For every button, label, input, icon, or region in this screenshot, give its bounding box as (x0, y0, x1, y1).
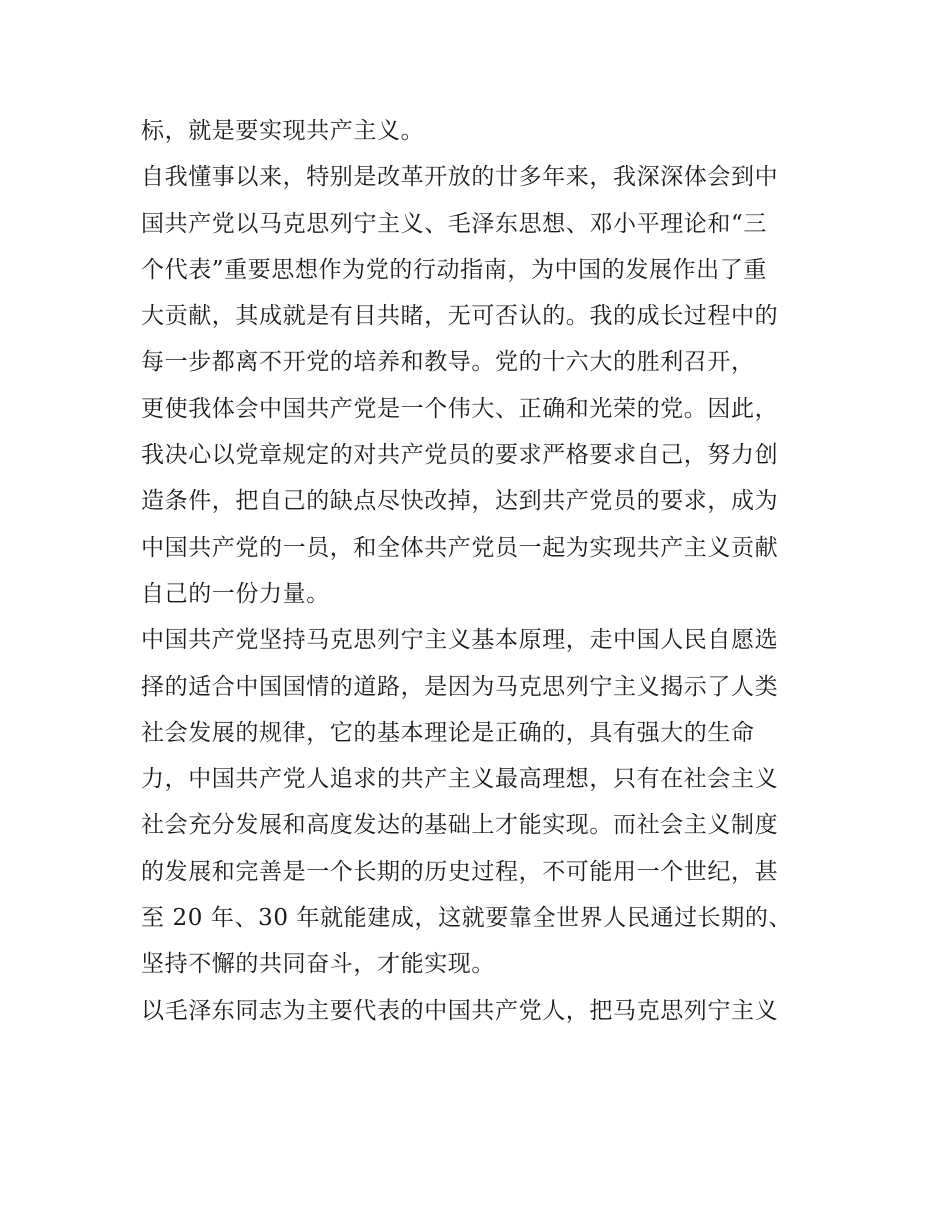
text-line: 造条件，把自己的缺点尽快改掉，达到共产党员的要求，成为 (141, 488, 779, 515)
text-line: 中国共产党坚持马克思列宁主义基本原理，走中国人民自愿选 (141, 627, 779, 654)
text-line: 自己的一份力量。 (141, 580, 330, 607)
text-line: 社会充分发展和高度发达的基础上才能实现。而社会主义制度 (141, 812, 779, 839)
text-line: 更使我体会中国共产党是一个伟大、正确和光荣的党。因此， (141, 395, 779, 422)
text-line: 标，就是要实现共产主义。 (141, 118, 425, 144)
text-line: 至 20 年、30 年就能建成，这就要靠全世界人民通过长期的、 (141, 905, 793, 932)
text-line: 中国共产党的一员，和全体共产党员一起为实现共产主义贡献 (141, 534, 779, 561)
text-line: 以毛泽东同志为主要代表的中国共产党人，把马克思列宁主义 (141, 997, 779, 1024)
text-line: 社会发展的规律，它的基本理论是正确的，具有强大的生命 (141, 719, 755, 746)
text-line: 大贡献，其成就是有目共睹，无可否认的。我的成长过程中的 (141, 303, 779, 330)
text-line: 个代表”重要思想作为党的行动指南，为中国的发展作出了重 (141, 256, 767, 283)
text-line: 的发展和完善是一个长期的历史过程，不可能用一个世纪，甚 (141, 858, 779, 885)
text-line: 每一步都离不开党的培养和教导。党的十六大的胜利召开， (141, 349, 755, 376)
document-body (141, 108, 821, 1034)
text-line: 自我懂事以来，特别是改革开放的廿多年来，我深深体会到中 (141, 164, 779, 191)
text-line: 择的适合中国国情的道路，是因为马克思列宁主义揭示了人类 (141, 673, 779, 700)
text-line: 国共产党以马克思列宁主义、毛泽东思想、邓小平理论和“三 (141, 210, 767, 237)
text-line: 我决心以党章规定的对共产党员的要求严格要求自己，努力创 (141, 442, 779, 469)
text-line: 力，中国共产党人追求的共产主义最高理想，只有在社会主义 (141, 766, 779, 793)
text-line: 坚持不懈的共同奋斗，才能实现。 (141, 951, 495, 978)
